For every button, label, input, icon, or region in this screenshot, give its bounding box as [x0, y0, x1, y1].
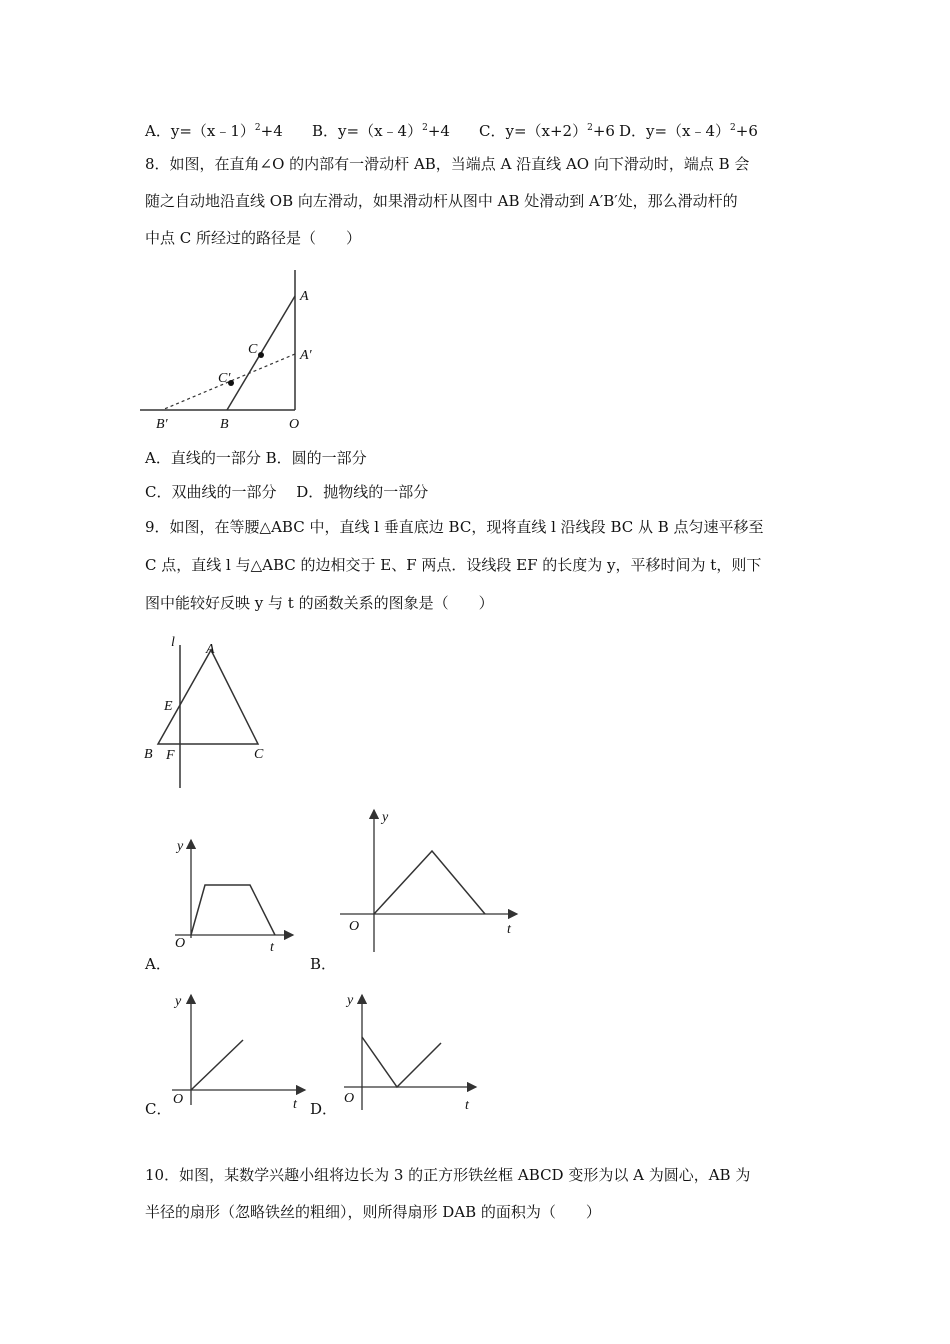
q9-text-line-3: 图中能较好反映 y 与 t 的函数关系的图象是（ ）	[145, 594, 494, 612]
q9-label-b: B	[144, 747, 153, 762]
q9-option-b-label: B．	[310, 955, 337, 973]
q9-text-line-2: C 点，直线 l 与△ABC 的边相交于 E、F 两点．设线段 EF 的长度为 y，平移时间为 t，则下	[145, 556, 762, 574]
q7-option-a: A．y=（x﹣1）$^2$+4	[145, 122, 283, 140]
q8-label-c-prime: C′	[218, 371, 231, 386]
q9-graph-c-o-label: O	[173, 1092, 184, 1107]
q9-graph-b-o-label: O	[349, 919, 360, 934]
q9-label-f: F	[166, 748, 175, 763]
q9-graph-c-y-label: y	[175, 994, 182, 1009]
q9-graph-b	[335, 802, 525, 952]
q9-graph-b-t-label: t	[507, 922, 511, 937]
q9-text-line-1: 9．如图，在等腰△ABC 中，直线 l 垂直底边 BC，现将直线 l 沿线段 BC 从 B 点匀速平移至	[145, 518, 764, 536]
q9-graph-a	[165, 830, 305, 960]
q8-options-cd: C．双曲线的一部分 D．抛物线的一部分	[145, 483, 429, 501]
q9-graph-c	[165, 990, 310, 1115]
q8-label-c: C	[248, 342, 258, 357]
q10-text-line-1: 10．如图，某数学兴趣小组将边长为 3 的正方形铁丝框 ABCD 变形为以 A 为圆心，AB 为	[145, 1166, 751, 1184]
q10-text-line-2: 半径的扇形（忽略铁丝的粗细），则所得扇形 DAB 的面积为（ ）	[145, 1203, 601, 1221]
q8-label-b: B	[220, 417, 229, 432]
q8-text-line-3: 中点 C 所经过的路径是（ ）	[145, 229, 362, 247]
q9-option-d-label: D．	[310, 1100, 338, 1118]
q8-label-a: A	[300, 289, 309, 304]
q7-option-d: D．y=（x﹣4）$^2$+6	[618, 122, 758, 140]
q9-option-c-label: C．	[145, 1100, 172, 1118]
q8-label-o: O	[289, 417, 300, 432]
q9-graph-d	[338, 990, 483, 1115]
q9-label-a: A	[206, 642, 215, 657]
q8-text-line-2: 随之自动地沿直线 OB 向左滑动，如果滑动杆从图中 AB 处滑动到 A′B′处，那么滑动杆的	[145, 192, 738, 210]
q9-graph-a-y-label: y	[177, 839, 184, 854]
q9-option-a-label: A．	[145, 955, 171, 973]
q7-option-c: C．$y=(x+2)^2+6$	[479, 122, 615, 140]
q9-label-e: E	[164, 699, 173, 714]
q8-label-b-prime: B′	[156, 417, 168, 432]
q9-graph-d-o-label: O	[344, 1091, 355, 1106]
q9-label-c: C	[254, 747, 264, 762]
q9-graph-d-t-label: t	[465, 1098, 469, 1113]
q9-label-l: l	[171, 635, 175, 650]
q8-sliding-rod-figure	[140, 262, 340, 434]
q9-graph-c-t-label: t	[293, 1097, 297, 1112]
q9-graph-a-t-label: t	[270, 940, 274, 955]
q8-text-line-1: 8．如图，在直角∠O 的内部有一滑动杆 AB，当端点 A 沿直线 AO 向下滑动时，端点 B 会	[145, 155, 750, 173]
q9-graph-b-y-label: y	[382, 810, 389, 825]
q9-graph-d-y-label: y	[347, 993, 354, 1008]
q9-graph-a-o-label: O	[175, 936, 186, 951]
q7-option-b: B．y=（x﹣4）$^2$+4	[312, 122, 450, 140]
q7-options-row	[145, 118, 758, 141]
q8-label-a-prime: A′	[300, 348, 312, 363]
q9-triangle-figure	[140, 630, 280, 790]
q8-options-ab: A．直线的一部分 B．圆的一部分	[145, 449, 367, 467]
